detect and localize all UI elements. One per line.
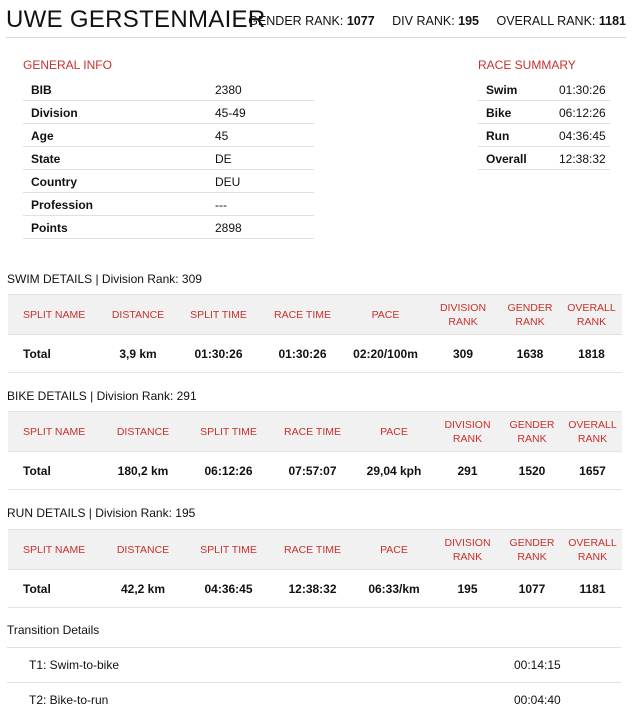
info-row [23,216,314,239]
summary-value: 04:36:45 [559,129,606,143]
col-split-name: SPLIT NAME [8,530,100,570]
distance-cell: 180,2 km [100,452,186,490]
info-value: DEU [215,175,241,189]
gender-rank-cell: 1077 [501,570,563,608]
gender-rank [248,14,374,28]
info-value: 45-49 [215,106,246,120]
div-rank-value: 195 [458,14,480,28]
race-summary [478,58,610,170]
division-rank-cell: 195 [434,570,501,608]
col-split-time: SPLIT TIME [186,412,271,452]
col-distance: DISTANCE [100,295,176,335]
pace-cell: 29,04 kph [354,452,434,490]
race-summary-title: RACE SUMMARY [478,58,576,72]
summary-label: Overall [486,152,527,166]
transition-label: T2: Bike-to-run [29,693,109,707]
col-race-time: RACE TIME [271,530,354,570]
division-rank-cell: 291 [434,452,501,490]
col-race-time: RACE TIME [271,412,354,452]
bike-details-title: BIKE DETAILS | Division Rank: 291 [7,389,197,403]
table-header-row [8,295,622,335]
table-header-row [8,412,622,452]
col-pace: PACE [354,530,434,570]
race-time-cell: 12:38:32 [271,570,354,608]
col-split-time: SPLIT TIME [176,295,261,335]
info-label: Profession [31,198,94,212]
overall-rank-cell: 1818 [561,335,622,373]
swim-details-table [8,294,622,373]
race-time-cell: 01:30:26 [261,335,344,373]
division-rank-cell: 309 [427,335,499,373]
col-gender-rank: GENDER RANK [501,530,563,570]
athlete-header [6,4,626,38]
summary-value: 06:12:26 [559,106,606,120]
transition-label: T1: Swim-to-bike [29,658,120,672]
info-label: BIB [31,83,52,97]
summary-value: 12:38:32 [559,152,606,166]
summary-row [478,124,610,147]
table-row [8,570,622,608]
info-value: --- [215,198,227,212]
run-details-table [8,529,622,608]
split-name-cell: Total [8,335,100,373]
col-gender-rank: GENDER RANK [499,295,561,335]
info-row [23,170,314,193]
col-pace: PACE [344,295,427,335]
table-row [8,335,622,373]
swim-details-title: SWIM DETAILS | Division Rank: 309 [7,272,202,286]
gender-rank-value: 1077 [346,14,375,28]
split-name-cell: Total [8,570,100,608]
transition-row [7,647,621,683]
athlete-name: UWE GERSTENMAIER [6,6,266,33]
col-overall-rank: OVERALL RANK [561,295,622,335]
summary-label: Swim [486,83,518,97]
gender-rank-cell: 1638 [499,335,561,373]
general-info-title: GENERAL INFO [23,58,112,72]
general-info [23,58,314,239]
split-name-cell: Total [8,452,100,490]
info-label: Points [31,221,68,235]
pace-cell: 02:20/100m [344,335,427,373]
info-value: DE [215,152,232,166]
info-value: 2898 [215,221,242,235]
split-time-cell: 04:36:45 [186,570,271,608]
overall-rank-value: 1181 [598,14,626,28]
col-division-rank: DIVISION RANK [434,412,501,452]
summary-row [478,101,610,124]
info-value: 45 [215,129,229,143]
col-overall-rank: OVERALL RANK [563,412,622,452]
race-time-cell: 07:57:07 [271,452,354,490]
info-row [23,147,314,170]
transition-details-title: Transition Details [7,623,100,637]
col-split-time: SPLIT TIME [186,530,271,570]
info-label: State [31,152,61,166]
col-overall-rank: OVERALL RANK [563,530,622,570]
col-split-name: SPLIT NAME [8,412,100,452]
distance-cell: 42,2 km [100,570,186,608]
split-time-cell: 06:12:26 [186,452,271,490]
col-division-rank: DIVISION RANK [427,295,499,335]
col-division-rank: DIVISION RANK [434,530,501,570]
overall-rank-cell: 1181 [563,570,622,608]
transition-time: 00:14:15 [514,658,561,672]
info-row [23,101,314,124]
col-distance: DISTANCE [100,412,186,452]
col-split-name: SPLIT NAME [8,295,100,335]
info-label: Age [31,129,54,143]
info-row [23,124,314,147]
rank-summary [234,14,626,28]
summary-label: Bike [486,106,512,120]
transition-time: 00:04:40 [514,693,561,707]
summary-label: Run [486,129,510,143]
gender-rank-label: GENDER RANK: [248,14,344,28]
table-header-row [8,530,622,570]
info-value: 2380 [215,83,242,97]
info-label: Country [31,175,77,189]
split-time-cell: 01:30:26 [176,335,261,373]
overall-rank-label: OVERALL RANK: [496,14,596,28]
run-details-title: RUN DETAILS | Division Rank: 195 [7,506,196,520]
gender-rank-cell: 1520 [501,452,563,490]
pace-cell: 06:33/km [354,570,434,608]
transition-row [7,682,621,716]
overall-rank [497,14,627,28]
bike-details-table [8,411,622,490]
distance-cell: 3,9 km [100,335,176,373]
table-row [8,452,622,490]
info-row [23,78,314,101]
col-race-time: RACE TIME [261,295,344,335]
col-gender-rank: GENDER RANK [501,412,563,452]
col-pace: PACE [354,412,434,452]
col-distance: DISTANCE [100,530,186,570]
summary-row [478,147,610,170]
overall-rank-cell: 1657 [563,452,622,490]
div-rank-label: DIV RANK: [392,14,455,28]
info-row [23,193,314,216]
summary-value: 01:30:26 [559,83,606,97]
info-label: Division [31,106,78,120]
div-rank [392,14,479,28]
summary-row [478,78,610,101]
